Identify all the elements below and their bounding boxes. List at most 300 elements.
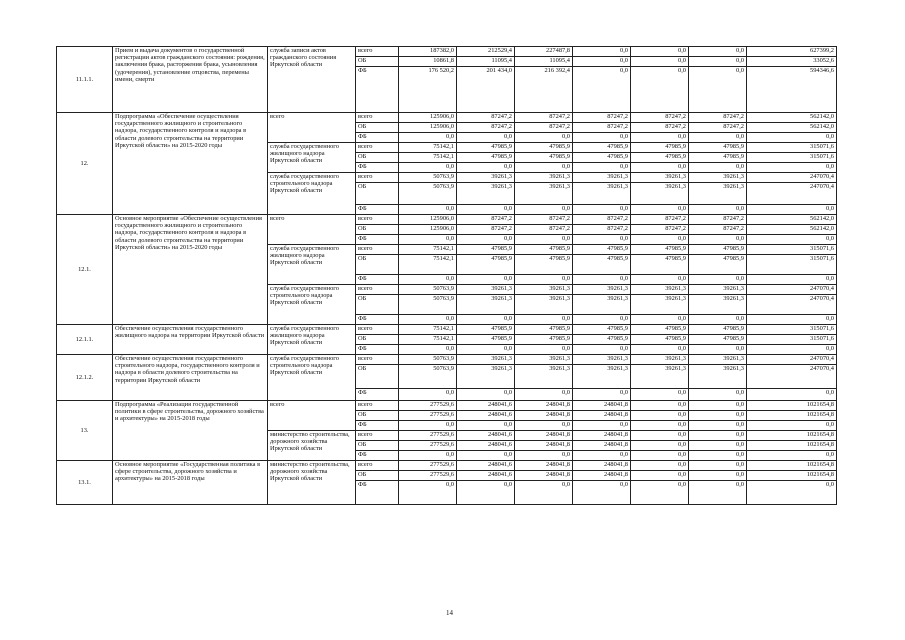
amount-cell: 0,0 [573, 47, 631, 57]
amount-cell: 0,0 [399, 481, 457, 505]
funding-source-cell: ФБ [356, 315, 399, 325]
amount-cell: 47985,9 [573, 245, 631, 255]
amount-cell: 0,0 [689, 471, 747, 481]
amount-cell: 0,0 [457, 163, 515, 173]
amount-cell: 562142,0 [747, 225, 837, 235]
amount-cell: 0,0 [689, 47, 747, 57]
amount-cell: 0,0 [399, 389, 457, 401]
amount-cell: 0,0 [457, 133, 515, 143]
amount-cell: 39261,3 [457, 173, 515, 183]
funding-source-cell: ФБ [356, 133, 399, 143]
amount-cell: 47985,9 [631, 143, 689, 153]
amount-cell: 0,0 [457, 481, 515, 505]
amount-cell: 0,0 [515, 345, 573, 355]
amount-cell: 0,0 [457, 345, 515, 355]
amount-cell: 0,0 [573, 133, 631, 143]
table-row [57, 47, 837, 57]
amount-cell: 248041,6 [457, 461, 515, 471]
amount-cell: 0,0 [631, 345, 689, 355]
amount-cell: 39261,3 [573, 183, 631, 205]
program-name-cell: Подпрограмма «Реализация государственной политики в сфере строительства, дорожного хозяйства и архитектуры» на 2015-2018 годы [113, 401, 268, 461]
funding-source-cell: ФБ [356, 275, 399, 285]
amount-cell: 248041,8 [573, 441, 631, 451]
amount-cell: 0,0 [747, 235, 837, 245]
funding-source-cell: ОБ [356, 471, 399, 481]
row-number-cell: 13. [57, 401, 113, 461]
amount-cell: 0,0 [631, 57, 689, 67]
amount-cell: 47985,9 [573, 335, 631, 345]
amount-cell: 47985,9 [689, 245, 747, 255]
amount-cell: 0,0 [631, 431, 689, 441]
funding-source-cell: всего [356, 461, 399, 471]
amount-cell: 47985,9 [573, 255, 631, 275]
amount-cell: 39261,3 [689, 355, 747, 365]
amount-cell: 0,0 [689, 345, 747, 355]
amount-cell: 277529,6 [399, 401, 457, 411]
amount-cell: 315071,6 [747, 335, 837, 345]
amount-cell: 1021654,8 [747, 411, 837, 421]
amount-cell: 0,0 [689, 461, 747, 471]
funding-source-cell: всего [356, 325, 399, 335]
amount-cell: 0,0 [631, 275, 689, 285]
amount-cell: 247070,4 [747, 295, 837, 315]
amount-cell: 0,0 [515, 481, 573, 505]
amount-cell: 87247,2 [631, 215, 689, 225]
amount-cell: 39261,3 [573, 355, 631, 365]
amount-cell: 0,0 [631, 235, 689, 245]
amount-cell: 1021654,8 [747, 471, 837, 481]
amount-cell: 0,0 [631, 481, 689, 505]
amount-cell: 0,0 [457, 275, 515, 285]
executor-cell: служба записи актов гражданского состояния Иркутской области [268, 47, 356, 113]
amount-cell: 50763,9 [399, 365, 457, 389]
amount-cell: 0,0 [689, 401, 747, 411]
amount-cell: 248041,6 [457, 441, 515, 451]
amount-cell: 315071,6 [747, 245, 837, 255]
amount-cell: 87247,2 [689, 123, 747, 133]
funding-source-cell: всего [356, 245, 399, 255]
amount-cell: 248041,8 [515, 441, 573, 451]
funding-source-cell: ОБ [356, 411, 399, 421]
executor-cell: всего [268, 401, 356, 431]
amount-cell: 47985,9 [689, 335, 747, 345]
funding-source-cell: всего [356, 47, 399, 57]
amount-cell: 627399,2 [747, 47, 837, 57]
amount-cell: 277529,6 [399, 431, 457, 441]
amount-cell: 39261,3 [515, 183, 573, 205]
program-name-cell: Обеспечение осуществления государственного жилищного надзора на территории Иркутской области [113, 325, 268, 355]
amount-cell: 47985,9 [689, 325, 747, 335]
funding-source-cell: ФБ [356, 67, 399, 113]
amount-cell: 248041,6 [457, 431, 515, 441]
amount-cell: 47985,9 [457, 325, 515, 335]
amount-cell: 248041,8 [573, 411, 631, 421]
amount-cell: 0,0 [515, 315, 573, 325]
amount-cell: 315071,6 [747, 325, 837, 335]
amount-cell: 39261,3 [689, 365, 747, 389]
amount-cell: 0,0 [747, 205, 837, 215]
amount-cell: 0,0 [631, 471, 689, 481]
amount-cell: 87247,2 [515, 215, 573, 225]
amount-cell: 0,0 [689, 411, 747, 421]
amount-cell: 75142,1 [399, 245, 457, 255]
amount-cell: 47985,9 [573, 325, 631, 335]
amount-cell: 248041,8 [515, 471, 573, 481]
funding-source-cell: ФБ [356, 163, 399, 173]
amount-cell: 87247,2 [457, 215, 515, 225]
amount-cell: 1021654,8 [747, 441, 837, 451]
funding-source-cell: всего [356, 401, 399, 411]
amount-cell: 125906,0 [399, 225, 457, 235]
amount-cell: 87247,2 [689, 225, 747, 235]
amount-cell: 562142,0 [747, 123, 837, 133]
funding-source-cell: всего [356, 113, 399, 123]
amount-cell: 47985,9 [515, 143, 573, 153]
amount-cell: 0,0 [457, 451, 515, 461]
funding-source-cell: ОБ [356, 153, 399, 163]
amount-cell: 0,0 [573, 389, 631, 401]
amount-cell: 75142,1 [399, 335, 457, 345]
table-body [57, 47, 837, 505]
amount-cell: 47985,9 [631, 245, 689, 255]
amount-cell: 75142,1 [399, 255, 457, 275]
amount-cell: 47985,9 [457, 143, 515, 153]
program-name-cell: Основное мероприятие «Обеспечение осуществления государственного жилищного и строительного надзора, государственного контроля и надзора в области долевого строительства на территории Иркутской области» на 2015-2020 годы [113, 215, 268, 325]
amount-cell: 247070,4 [747, 285, 837, 295]
table-row [57, 215, 837, 225]
amount-cell: 87247,2 [515, 225, 573, 235]
funding-source-cell: всего [356, 173, 399, 183]
amount-cell: 39261,3 [631, 173, 689, 183]
amount-cell: 0,0 [747, 275, 837, 285]
amount-cell: 0,0 [631, 47, 689, 57]
amount-cell: 247070,4 [747, 365, 837, 389]
amount-cell: 0,0 [689, 67, 747, 113]
amount-cell: 87247,2 [631, 123, 689, 133]
amount-cell: 39261,3 [515, 285, 573, 295]
amount-cell: 0,0 [515, 421, 573, 431]
amount-cell: 39261,3 [515, 295, 573, 315]
amount-cell: 1021654,8 [747, 461, 837, 471]
amount-cell: 0,0 [515, 205, 573, 215]
amount-cell: 0,0 [515, 451, 573, 461]
amount-cell: 227487,8 [515, 47, 573, 57]
amount-cell: 39261,3 [457, 365, 515, 389]
amount-cell: 39261,3 [631, 183, 689, 205]
funding-source-cell: всего [356, 215, 399, 225]
amount-cell: 0,0 [399, 345, 457, 355]
row-number-cell: 12. [57, 113, 113, 215]
amount-cell: 277529,6 [399, 461, 457, 471]
amount-cell: 248041,8 [573, 471, 631, 481]
amount-cell: 0,0 [747, 315, 837, 325]
amount-cell: 47985,9 [689, 153, 747, 163]
amount-cell: 0,0 [399, 133, 457, 143]
funding-source-cell: всего [356, 285, 399, 295]
amount-cell: 248041,6 [457, 471, 515, 481]
funding-source-cell: всего [356, 355, 399, 365]
amount-cell: 315071,6 [747, 153, 837, 163]
amount-cell: 39261,3 [515, 173, 573, 183]
amount-cell: 0,0 [573, 345, 631, 355]
table-row [57, 113, 837, 123]
amount-cell: 277529,6 [399, 411, 457, 421]
amount-cell: 1021654,8 [747, 401, 837, 411]
amount-cell: 0,0 [631, 411, 689, 421]
amount-cell: 33052,6 [747, 57, 837, 67]
amount-cell: 39261,3 [631, 365, 689, 389]
amount-cell: 87247,2 [573, 215, 631, 225]
program-name-cell: Прием и выдача документов о государственной регистрации актов гражданского состояния: рождения, заключения брака, расторжения брака, усыновления (удочерения), установление отцовства, перемены имени, смерти [113, 47, 268, 113]
amount-cell: 39261,3 [457, 355, 515, 365]
amount-cell: 0,0 [573, 315, 631, 325]
amount-cell: 50763,9 [399, 355, 457, 365]
amount-cell: 47985,9 [515, 153, 573, 163]
amount-cell: 0,0 [515, 133, 573, 143]
amount-cell: 0,0 [573, 235, 631, 245]
amount-cell: 39261,3 [457, 285, 515, 295]
executor-cell: министерство строительства, дорожного хозяйства Иркутской области [268, 461, 356, 505]
amount-cell: 0,0 [399, 235, 457, 245]
amount-cell: 39261,3 [515, 355, 573, 365]
amount-cell: 0,0 [573, 67, 631, 113]
amount-cell: 50763,9 [399, 183, 457, 205]
amount-cell: 0,0 [689, 163, 747, 173]
amount-cell: 0,0 [573, 163, 631, 173]
amount-cell: 50763,9 [399, 295, 457, 315]
amount-cell: 0,0 [747, 421, 837, 431]
funding-source-cell: ФБ [356, 389, 399, 401]
amount-cell: 248041,8 [515, 461, 573, 471]
amount-cell: 0,0 [399, 421, 457, 431]
amount-cell: 87247,2 [457, 123, 515, 133]
amount-cell: 248041,8 [573, 401, 631, 411]
amount-cell: 315071,6 [747, 143, 837, 153]
executor-cell: всего [268, 215, 356, 245]
amount-cell: 0,0 [747, 133, 837, 143]
amount-cell: 0,0 [689, 133, 747, 143]
amount-cell: 277529,6 [399, 441, 457, 451]
amount-cell: 39261,3 [689, 183, 747, 205]
amount-cell: 0,0 [515, 163, 573, 173]
amount-cell: 47985,9 [631, 153, 689, 163]
amount-cell: 39261,3 [457, 295, 515, 315]
amount-cell: 248041,8 [573, 461, 631, 471]
amount-cell: 75142,1 [399, 143, 457, 153]
program-name-cell: Основное мероприятие «Государственная политика в сфере строительства, дорожного хозяйства и архитектуры» на 2015-2018 годы [113, 461, 268, 505]
amount-cell: 39261,3 [689, 295, 747, 315]
amount-cell: 11095,4 [515, 57, 573, 67]
amount-cell: 47985,9 [689, 255, 747, 275]
amount-cell: 47985,9 [631, 335, 689, 345]
amount-cell: 39261,3 [515, 365, 573, 389]
amount-cell: 0,0 [573, 205, 631, 215]
amount-cell: 201 434,0 [457, 67, 515, 113]
amount-cell: 87247,2 [515, 113, 573, 123]
amount-cell: 248041,8 [515, 431, 573, 441]
table-row [57, 461, 837, 471]
budget-table [56, 46, 837, 505]
row-number-cell: 12.1.1. [57, 325, 113, 355]
amount-cell: 0,0 [399, 451, 457, 461]
amount-cell: 0,0 [631, 67, 689, 113]
amount-cell: 0,0 [573, 481, 631, 505]
funding-source-cell: всего [356, 431, 399, 441]
program-name-cell: Обеспечение осуществления государственного строительного надзора, государственного контроля и надзора в области долевого строительства на территории Иркутской области [113, 355, 268, 401]
amount-cell: 125906,0 [399, 113, 457, 123]
row-number-cell: 13.1. [57, 461, 113, 505]
amount-cell: 87247,2 [689, 215, 747, 225]
amount-cell: 125906,0 [399, 123, 457, 133]
amount-cell: 39261,3 [457, 183, 515, 205]
amount-cell: 0,0 [689, 451, 747, 461]
amount-cell: 0,0 [573, 451, 631, 461]
amount-cell: 248041,6 [457, 401, 515, 411]
row-number-cell: 11.1.1. [57, 47, 113, 113]
amount-cell: 47985,9 [689, 143, 747, 153]
amount-cell: 0,0 [747, 163, 837, 173]
amount-cell: 11095,4 [457, 57, 515, 67]
amount-cell: 87247,2 [631, 225, 689, 235]
amount-cell: 248041,6 [457, 411, 515, 421]
funding-source-cell: ОБ [356, 441, 399, 451]
amount-cell: 0,0 [689, 431, 747, 441]
funding-source-cell: ОБ [356, 183, 399, 205]
amount-cell: 39261,3 [573, 365, 631, 389]
amount-cell: 0,0 [689, 275, 747, 285]
executor-cell: служба государственного жилищного надзора Иркутской области [268, 245, 356, 285]
amount-cell: 0,0 [399, 163, 457, 173]
amount-cell: 0,0 [515, 275, 573, 285]
amount-cell: 0,0 [515, 235, 573, 245]
amount-cell: 47985,9 [515, 245, 573, 255]
executor-cell: служба государственного строительного надзора Иркутской области [268, 173, 356, 215]
amount-cell: 39261,3 [573, 295, 631, 315]
amount-cell: 0,0 [631, 401, 689, 411]
amount-cell: 0,0 [457, 315, 515, 325]
funding-source-cell: ФБ [356, 421, 399, 431]
amount-cell: 0,0 [457, 235, 515, 245]
funding-source-cell: всего [356, 143, 399, 153]
executor-cell: служба государственного строительного надзора Иркутской области [268, 355, 356, 401]
amount-cell: 0,0 [631, 441, 689, 451]
amount-cell: 0,0 [689, 389, 747, 401]
amount-cell: 47985,9 [457, 245, 515, 255]
amount-cell: 0,0 [515, 389, 573, 401]
amount-cell: 594346,6 [747, 67, 837, 113]
amount-cell: 0,0 [689, 441, 747, 451]
executor-cell: служба государственного жилищного надзора Иркутской области [268, 143, 356, 173]
amount-cell: 47985,9 [631, 255, 689, 275]
amount-cell: 0,0 [457, 389, 515, 401]
program-name-cell: Подпрограмма «Обеспечение осуществления государственного жилищного и строительного надзора, государственного контроля и надзора в области долевого строительства на территории Иркутской области» на 2015-2020 годы [113, 113, 268, 215]
amount-cell: 0,0 [573, 275, 631, 285]
executor-cell: министерство строительства, дорожного хозяйства Иркутской области [268, 431, 356, 461]
amount-cell: 0,0 [747, 451, 837, 461]
amount-cell: 87247,2 [689, 113, 747, 123]
amount-cell: 0,0 [631, 163, 689, 173]
amount-cell: 0,0 [689, 481, 747, 505]
amount-cell: 0,0 [631, 421, 689, 431]
executor-cell: служба государственного строительного надзора Иркутской области [268, 285, 356, 325]
amount-cell: 0,0 [631, 205, 689, 215]
amount-cell: 0,0 [399, 315, 457, 325]
amount-cell: 0,0 [689, 315, 747, 325]
amount-cell: 47985,9 [457, 255, 515, 275]
amount-cell: 0,0 [689, 421, 747, 431]
amount-cell: 39261,3 [689, 285, 747, 295]
amount-cell: 47985,9 [457, 335, 515, 345]
amount-cell: 247070,4 [747, 355, 837, 365]
funding-source-cell: ОБ [356, 295, 399, 315]
amount-cell: 47985,9 [515, 325, 573, 335]
amount-cell: 47985,9 [515, 335, 573, 345]
funding-source-cell: ОБ [356, 255, 399, 275]
funding-source-cell: ОБ [356, 57, 399, 67]
amount-cell: 39261,3 [573, 173, 631, 183]
amount-cell: 0,0 [747, 345, 837, 355]
amount-cell: 0,0 [689, 235, 747, 245]
funding-source-cell: ОБ [356, 365, 399, 389]
row-number-cell: 12.1.2. [57, 355, 113, 401]
executor-cell: служба государственного жилищного надзора Иркутской области [268, 325, 356, 355]
amount-cell: 562142,0 [747, 215, 837, 225]
amount-cell: 39261,3 [631, 355, 689, 365]
amount-cell: 75142,1 [399, 153, 457, 163]
funding-source-cell: ФБ [356, 451, 399, 461]
amount-cell: 216 392,4 [515, 67, 573, 113]
amount-cell: 0,0 [631, 461, 689, 471]
amount-cell: 247070,4 [747, 173, 837, 183]
amount-cell: 0,0 [689, 57, 747, 67]
amount-cell: 87247,2 [457, 225, 515, 235]
amount-cell: 47985,9 [631, 325, 689, 335]
amount-cell: 87247,2 [457, 113, 515, 123]
funding-source-cell: ФБ [356, 345, 399, 355]
amount-cell: 247070,4 [747, 183, 837, 205]
amount-cell: 39261,3 [631, 285, 689, 295]
funding-source-cell: ФБ [356, 481, 399, 505]
amount-cell: 47985,9 [573, 143, 631, 153]
amount-cell: 248041,8 [515, 411, 573, 421]
amount-cell: 248041,8 [515, 401, 573, 411]
amount-cell: 0,0 [573, 57, 631, 67]
amount-cell: 248041,8 [573, 431, 631, 441]
amount-cell: 315071,6 [747, 255, 837, 275]
amount-cell: 0,0 [747, 481, 837, 505]
amount-cell: 87247,2 [573, 123, 631, 133]
funding-source-cell: ОБ [356, 335, 399, 345]
amount-cell: 0,0 [457, 205, 515, 215]
amount-cell: 176 520,2 [399, 67, 457, 113]
amount-cell: 47985,9 [515, 255, 573, 275]
funding-source-cell: ФБ [356, 235, 399, 245]
amount-cell: 47985,9 [457, 153, 515, 163]
amount-cell: 47985,9 [573, 153, 631, 163]
amount-cell: 0,0 [457, 421, 515, 431]
amount-cell: 0,0 [689, 205, 747, 215]
table-row [57, 325, 837, 335]
executor-cell: всего [268, 113, 356, 143]
table-row [57, 355, 837, 365]
funding-source-cell: ОБ [356, 123, 399, 133]
funding-source-cell: ОБ [356, 225, 399, 235]
table-row [57, 401, 837, 411]
amount-cell: 87247,2 [631, 113, 689, 123]
amount-cell: 39261,3 [573, 285, 631, 295]
amount-cell: 39261,3 [689, 173, 747, 183]
amount-cell: 1021654,8 [747, 431, 837, 441]
